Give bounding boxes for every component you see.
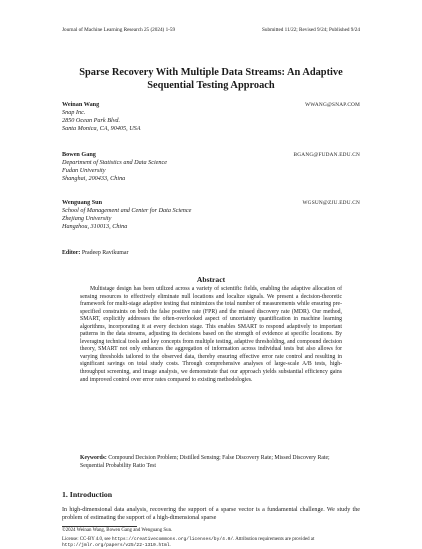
author-affiliation-line: Fudan University — [62, 167, 106, 174]
author-name: Wenguang Sun — [62, 199, 103, 206]
submission-dates: Submitted 11/22; Revised 9/24; Published 9/24 — [262, 27, 360, 33]
title-line-2: Sequential Testing Approach — [147, 80, 275, 91]
author-affiliation-line: Santa Monica, CA, 90405, USA — [62, 125, 141, 132]
attribution-link[interactable]: http://jmlr.org/papers/v25/22-1310.html — [62, 542, 170, 548]
title-line-1: Sparse Recovery With Multiple Data Streams: An Adaptive — [79, 67, 343, 78]
keywords-label: Keywords: — [80, 455, 107, 461]
paper-title — [40, 66, 382, 92]
author-block-1 — [62, 101, 360, 133]
license-link[interactable]: https://creativecommons.org/licenses/by/4.0/ — [111, 537, 234, 542]
author-name: Bowen Gang — [62, 151, 96, 158]
author-block-3 — [62, 199, 360, 231]
author-affiliation-line: Snap Inc. — [62, 109, 86, 116]
author-affiliation-line: Department of Statistics and Data Science — [62, 159, 167, 166]
editor-name: Pradeep Ravikumar — [81, 250, 129, 256]
author-affiliation-line: School of Management and Center for Data Science — [62, 207, 192, 214]
copyright-notice: ©2024 Weinan Wang, Bowen Gang and Wenguang Sun. — [62, 528, 173, 533]
abstract-heading: Abstract — [196, 275, 226, 284]
abstract-text: Multistage design has been utilized across a variety of scientific fields, enabling the adaptive allocation of sensing resources to effectively eliminate null locations and localize signals. We present a decision-theoretic framework for multi-stage adaptive testing that minimizes the total number of measurements while ensuring pre-specified constraints on both the false positive rate (FPR) and the missed discovery rate (MDR). Our method, SMART, explicitly addresses the often-overlooked aspect of uncertainty quantification in machine learning algorithms, incorporating it at every decision stage. This enables SMART to respond adaptively to important patterns in the data streams, adjusting its decisions based on the strength of evidence at specific locations. By leveraging technical tools and key concepts from multiple testing, adaptive thresholding, and compound decision theory, SMART not only enhances the aggregation of information across individual tests but also allows for varying thresholds tailored to the observed data, thereby ensuring effective error rate control and resulting in significant savings on total study costs. Through comprehensive analyses of large-scale A/B tests, high-throughput screening, and image analysis, we demonstrate that our approach yields substantial efficiency gains and improved control over error rates compared to existing methodologies. — [80, 286, 342, 383]
editor-line — [62, 249, 128, 257]
footnote-rule — [62, 526, 137, 527]
license-notice — [62, 537, 360, 549]
editor-label: Editor: — [62, 250, 81, 256]
intro-paragraph: In high-dimensional data analysis, recovering the support of a sparse vector is a fundamental challenge. We study the problem of estimating the support of a high-dimensional sparse — [62, 507, 360, 521]
author-email[interactable]: WWANG@SNAP.COM — [305, 102, 360, 108]
author-name: Weinan Wang — [62, 101, 100, 108]
author-block-2 — [62, 151, 360, 183]
license-prefix: License: CC-BY 4.0, see — [62, 537, 112, 542]
author-affiliation-line: Zhejiang University — [62, 215, 112, 222]
journal-citation: Journal of Machine Learning Research 25 (2024) 1-59 — [62, 27, 176, 33]
author-email[interactable]: BGANG@FUDAN.EDU.CN — [293, 152, 360, 158]
author-affiliation-line: 2850 Ocean Park Blvd. — [62, 117, 121, 124]
author-affiliation-line: Shanghai, 200433, China — [62, 175, 126, 182]
author-affiliation-line: Hangzhou, 310013, China — [62, 223, 128, 230]
license-mid: . Attribution requirements are provided at — [233, 537, 315, 542]
keywords-text: Compound Decision Problem; Distilled Sensing; False Discovery Rate; Missed Discovery Rate; Sequential Probability Ratio Test — [80, 455, 330, 469]
license-end: . — [169, 542, 171, 548]
section-heading-introduction: 1. Introduction — [62, 490, 113, 499]
keywords — [80, 455, 342, 470]
author-email[interactable]: WGSUN@ZJU.EDU.CN — [302, 200, 360, 206]
